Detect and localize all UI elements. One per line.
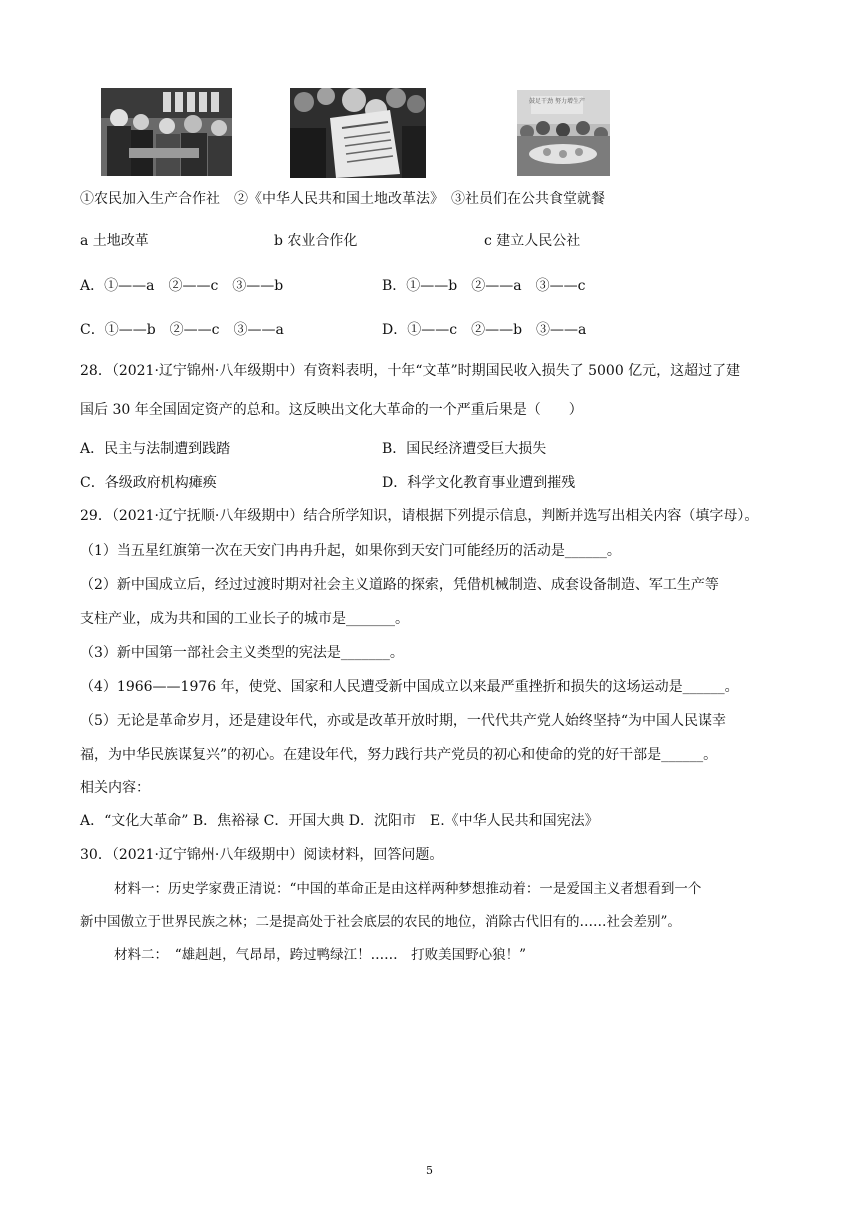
q29-item-5-line1: （5）无论是革命岁月，还是建设年代，亦或是改革开放时期，一代代共产党人始终坚持“为中国人民谋幸 [80, 713, 727, 729]
q28-stem-line1: 28．（2021·辽宁锦州·八年级期中）有资料表明，十年“文革”时期国民收入损失了 5000 亿元，这超过了建 [80, 363, 741, 379]
q27-option-a: A．①——a ②——c ③——b [80, 278, 284, 294]
q29-related-label: 相关内容： [80, 780, 150, 796]
photo-commune-canteen [517, 90, 610, 176]
q27-option-d: D．①——c ②——b ③——a [382, 322, 587, 338]
q29-item-2-line1: （2）新中国成立后，经过过渡时期对社会主义道路的探索，凭借机械制造、成套设备制造、军工生产等 [80, 577, 719, 593]
q30-material2: 材料二： “雄赳赳，气昂昂，跨过鸭绿江！…… 打败美国野心狼！” [114, 947, 527, 963]
canteen-sign-text: 鼓足干劲 努力增生产 [529, 98, 585, 105]
q28-option-a: A．民主与法制遭到践踏 [80, 441, 231, 457]
q29-stem: 29．（2021·辽宁抚顺·八年级期中）结合所学知识，请根据下列提示信息，判断并选写出相关内容（填字母）。 [80, 508, 759, 524]
q30-material1-line2: 新中国傲立于世界民族之林；二是提高处于社会底层的农民的地位，消除古代旧有的……社会差别”。 [80, 914, 681, 930]
photo-farmers-joining-cooperative [101, 88, 232, 176]
q30-material1-line1: 材料一：历史学家费正清说：“中国的革命正是由这样两种梦想推动着：一是爱国主义者想看到一个 [114, 881, 702, 897]
q29-item-3: （3）新中国第一部社会主义类型的宪法是_______。 [80, 645, 404, 661]
photo-land-reform-law-newspaper [290, 88, 426, 178]
q30-stem: 30．（2021·辽宁锦州·八年级期中）阅读材料，回答问题。 [80, 847, 444, 863]
q28-option-d: D．科学文化教育事业遭到摧残 [382, 475, 576, 491]
q29-item-4: （4）1966——1976 年，使党、国家和人民遭受新中国成立以来最严重挫折和损失的这场运动是______。 [80, 679, 739, 695]
q28-option-c: C．各级政府机构瘫痪 [80, 475, 217, 491]
term-c: c 建立人民公社 [484, 233, 581, 249]
q27-option-c: C．①——b ②——c ③——a [80, 322, 284, 338]
q29-item-5-line2: 福，为中华民族谋复兴”的初心。在建设年代，努力践行共产党员的初心和使命的党的好干部是______。 [80, 747, 718, 763]
term-b: b 农业合作化 [274, 233, 358, 249]
q28-option-b: B．国民经济遭受巨大损失 [382, 441, 547, 457]
term-a: a 土地改革 [80, 233, 149, 249]
page-number: 5 [426, 1164, 433, 1177]
q27-option-b: B．①——b ②——a ③——c [382, 278, 586, 294]
q29-item-1: （1）当五星红旗第一次在天安门冉冉升起，如果你到天安门可能经历的活动是______。 [80, 543, 621, 559]
photo-captions: ①农民加入生产合作社 ②《中华人民共和国土地改革法》 ③社员们在公共食堂就餐 [80, 191, 605, 207]
q29-item-2-line2: 支柱产业，成为共和国的工业长子的城市是_______。 [80, 611, 409, 627]
q29-related-options: A．“文化大革命” B．焦裕禄 C．开国大典 D．沈阳市 E.《中华人民共和国宪法》 [80, 813, 599, 829]
q28-stem-line2: 国后 30 年全国固定资产的总和。这反映出文化大革命的一个严重后果是（ ） [80, 402, 583, 418]
